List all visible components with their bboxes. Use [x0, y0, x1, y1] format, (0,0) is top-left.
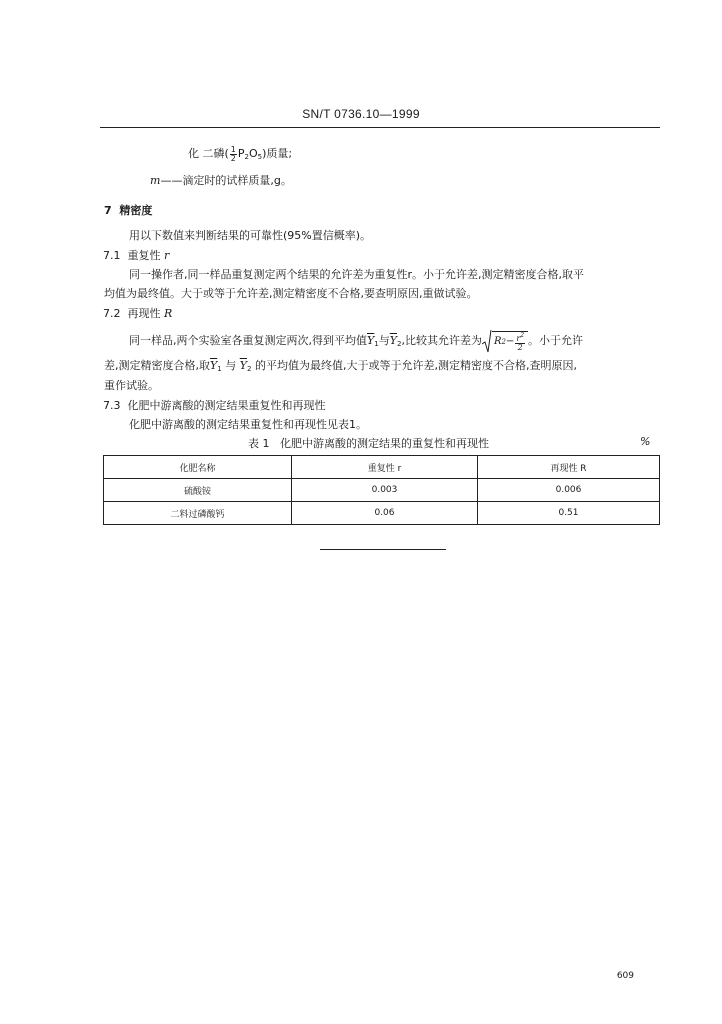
section-7-2-para-line3: 重作试验。 [104, 379, 159, 392]
section-7-1-para-line1: 同一操作者,同一样品重复测定两个结果的允许差为重复性r。小于允许差,测定精密度合格,取平 [129, 268, 585, 281]
section-7-1-para-line2: 均值为最终值。大于或等于允许差,测定精密度不合格,要查明原因,重做试验。 [104, 287, 478, 300]
formula-o: O [249, 147, 258, 160]
section-number: 7.1 [103, 249, 121, 262]
definition-line-p2o5 [188, 145, 292, 163]
para-text: 同一样品,两个实验室各重复测定两次,得到平均值 [129, 334, 367, 347]
sqrt-fraction-denominator: 2 [517, 342, 523, 352]
section-number: 7.2 [103, 307, 121, 320]
y2-subscript: 2 [247, 365, 252, 373]
fraction-numerator: 1 [230, 144, 236, 154]
sqrt-fraction-numerator [515, 332, 525, 344]
section-7-3-intro: 化肥中游离酸的测定结果重复性和再现性见表1。 [129, 418, 367, 431]
symbol-y1: $\overline{Y}$ [210, 359, 218, 372]
para-text: 的平均值为最终值,大于或等于允许差,测定精密度不合格,查明原因, [254, 359, 577, 372]
sqrt-R: R [493, 336, 502, 347]
section-title: 精密度 [119, 204, 153, 217]
symbol-R: R [164, 307, 173, 320]
para-text: 差,测定精密度合格,取 [104, 359, 210, 372]
para-text: ,比较其允许差为 [401, 334, 482, 347]
section-7-2-para-line1 [129, 329, 583, 353]
definition-prefix: 化 二磷( [188, 147, 229, 160]
table-caption-title: 化肥中游离酸的测定结果的重复性和再现性 [280, 437, 489, 450]
sqrt-minus: − [505, 336, 515, 347]
table-row [104, 479, 660, 502]
sqrt-sign-icon [482, 329, 492, 353]
sqrt-expression [482, 329, 528, 353]
table-unit: % [640, 435, 651, 448]
cell-fertilizer-name: 硫酸铵 [104, 479, 292, 502]
precision-table [103, 455, 660, 525]
cell-fertilizer-name: 二料过磷酸钙 [104, 502, 292, 525]
cell-reproducibility: 0.51 [478, 502, 660, 525]
sqrt-R-superscript: 2 [501, 337, 506, 346]
cell-reproducibility: 0.006 [478, 479, 660, 502]
para-text: 。小于允许 [528, 334, 584, 347]
cell-repeatability: 0.06 [292, 502, 478, 525]
section-7-1-heading [103, 247, 169, 263]
section-7-intro: 用以下数值来判断结果的可靠性(95%置信概率)。 [129, 229, 372, 242]
sqrt-fraction-r-superscript: 2 [520, 331, 525, 339]
section-7-2-heading [103, 305, 172, 321]
table-caption-label: 表 1 [248, 437, 270, 450]
header-rule [100, 127, 660, 128]
formula-p: P [237, 147, 245, 160]
and-text: 与 [225, 359, 237, 372]
definition-mass-text: ——滴定时的试样质量,g。 [160, 174, 292, 187]
symbol-y2: $\overline{Y}$ [389, 334, 397, 347]
sqrt-fraction-r: r [516, 333, 521, 343]
symbol-y1: $\overline{Y}$ [367, 334, 375, 347]
formula-o-subscript: 5 [257, 153, 263, 161]
sqrt-body [492, 331, 528, 352]
standard-code: SN/T 0736.10—1999 [302, 107, 420, 121]
section-title: 化肥中游离酸的测定结果重复性和再现性 [127, 399, 326, 412]
section-number: 7.3 [103, 399, 121, 412]
section-title: 再现性 [127, 307, 161, 320]
header-repeatability: 重复性 r [292, 456, 478, 479]
section-7-3-heading [103, 397, 326, 413]
symbol-r: r [164, 249, 170, 262]
y1-subscript: 1 [217, 365, 222, 373]
half-fraction [230, 146, 237, 163]
table-header-row [104, 456, 660, 479]
header-fertilizer-name: 化肥名称 [104, 456, 292, 479]
sqrt-fraction [515, 332, 525, 352]
definition-line-mass [150, 172, 292, 188]
table-row [104, 502, 660, 525]
symbol-m: m [150, 174, 161, 187]
y1-subscript: 1 [374, 340, 379, 348]
cell-repeatability: 0.003 [292, 479, 478, 502]
end-of-standard-rule [320, 549, 446, 550]
header-reproducibility: 再现性 R [478, 456, 660, 479]
section-7-2-para-line2 [104, 357, 577, 373]
definition-suffix: )质量; [262, 147, 293, 160]
table-caption [248, 435, 489, 451]
y2-subscript: 2 [397, 340, 402, 348]
and-text: 与 [378, 334, 390, 347]
page-number: 609 [616, 971, 634, 981]
section-title: 重复性 [127, 249, 161, 262]
section-number: 7 [104, 204, 112, 217]
symbol-y2: $\overline{Y}$ [239, 359, 247, 372]
fraction-denominator: 2 [230, 153, 236, 163]
formula-p-subscript: 2 [244, 153, 249, 161]
section-7-heading [104, 202, 152, 218]
